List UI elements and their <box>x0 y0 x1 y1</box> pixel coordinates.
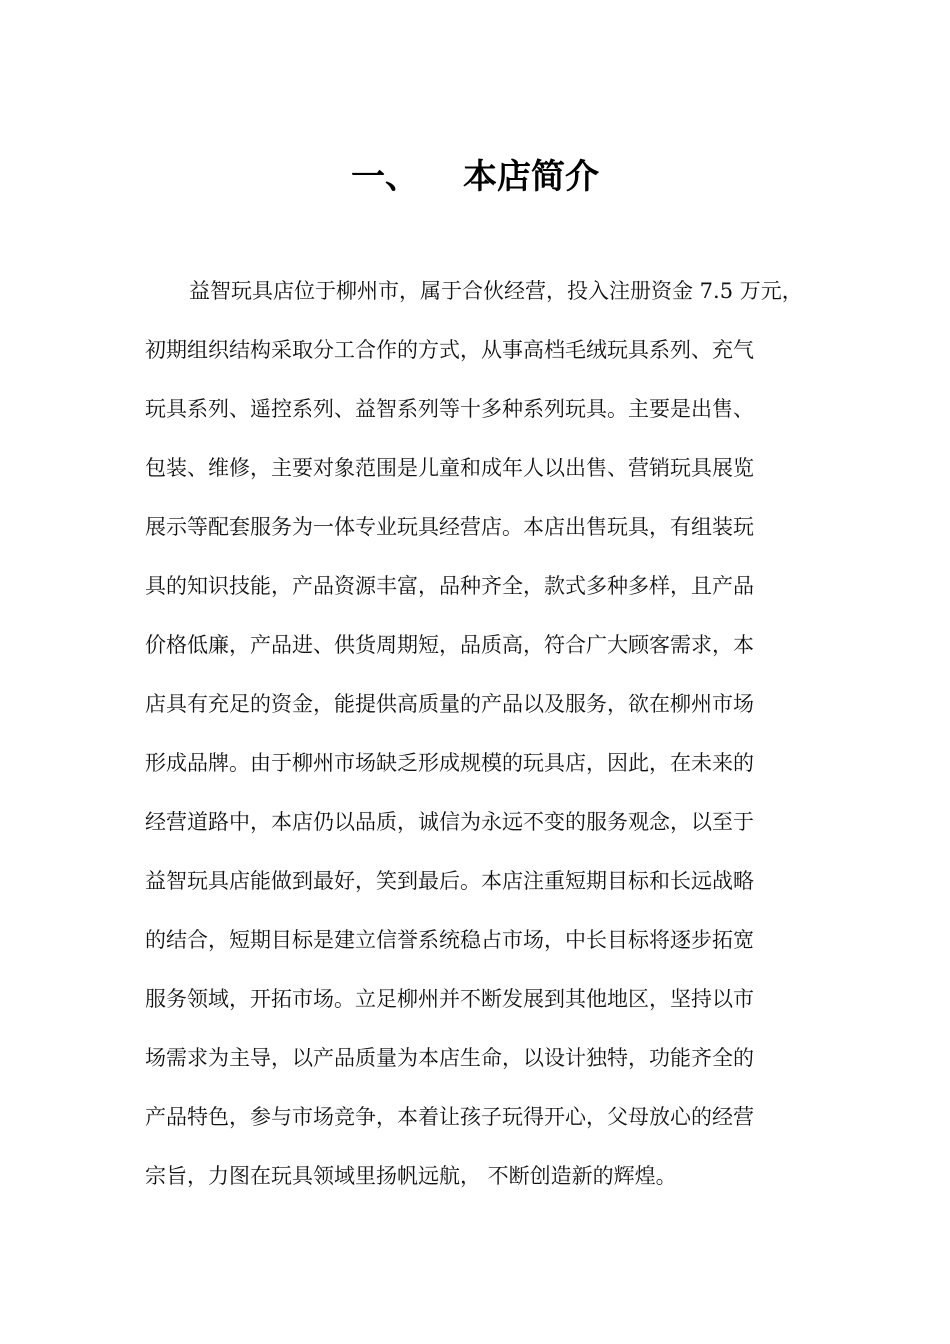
paragraph-line: 益智玩具店能做到最好，笑到最后。本店注重短期目标和长远战略 <box>145 869 754 893</box>
paragraph-line: 形成品牌。由于柳州市场缺乏形成规模的玩具店，因此，在未来的 <box>145 751 754 775</box>
paragraph-line: 店具有充足的资金，能提供高质量的产品以及服务，欲在柳州市场 <box>145 692 754 716</box>
paragraph-line: 价格低廉，产品进、供货周期短，品质高，符合广大顾客需求，本 <box>145 633 754 657</box>
paragraph-line: 服务领域，开拓市场。立足柳州并不断发展到其他地区，坚持以市 <box>145 987 754 1011</box>
section-heading <box>0 152 950 202</box>
intro-paragraph <box>145 266 835 1210</box>
paragraph-line: 具的知识技能，产品资源丰富，品种齐全，款式多种多样，且产品 <box>145 574 754 598</box>
section-number: 一、 <box>351 157 419 197</box>
paragraph-line: 展示等配套服务为一体专业玩具经营店。本店出售玩具，有组装玩 <box>145 515 754 539</box>
paragraph-line: 玩具系列、遥控系列、益智系列等十多种系列玩具。主要是出售、 <box>145 397 754 421</box>
paragraph-line: 初期组织结构采取分工合作的方式，从事高档毛绒玩具系列、充气 <box>145 338 754 362</box>
paragraph-line: 的结合，短期目标是建立信誉系统稳占市场，中长目标将逐步拓宽 <box>145 928 754 952</box>
paragraph-line: 场需求为主导，以产品质量为本店生命，以设计独特，功能齐全的 <box>145 1046 754 1070</box>
section-title: 本店简介 <box>463 157 599 197</box>
paragraph-line: 包装、维修，主要对象范围是儿童和成年人以出售、营销玩具展览 <box>145 456 754 480</box>
paragraph-line: 经营道路中，本店仍以品质，诚信为永远不变的服务观念，以至于 <box>145 810 754 834</box>
paragraph-line: 宗旨，力图在玩具领域里扬帆远航， 不断创造新的辉煌。 <box>145 1164 677 1188</box>
paragraph-line: 益智玩具店位于柳州市，属于合伙经营，投入注册资金 7.5 万元， <box>189 279 803 303</box>
paragraph-line: 产品特色，参与市场竞争，本着让孩子玩得开心，父母放心的经营 <box>145 1105 754 1129</box>
